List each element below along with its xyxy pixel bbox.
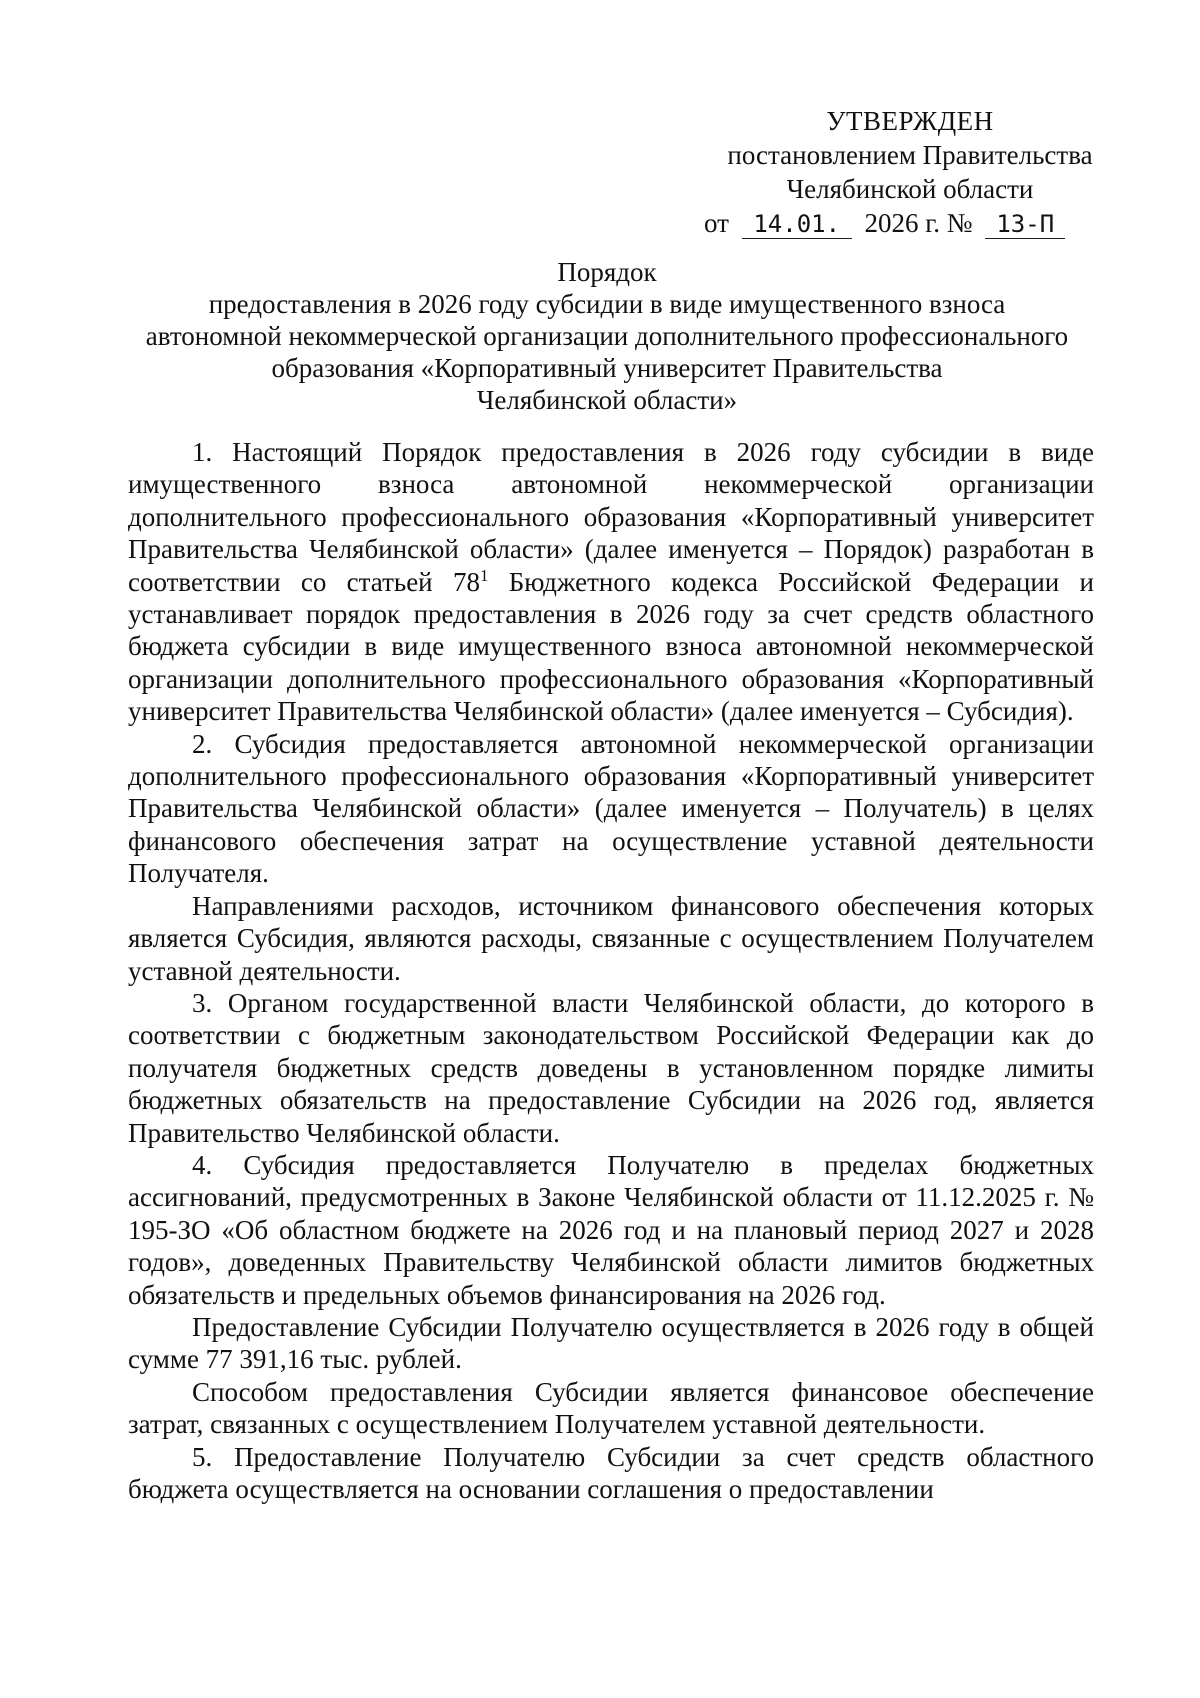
title-heading: Порядок xyxy=(557,257,657,287)
title-line-3: образования «Корпоративный университет Правительства xyxy=(271,353,943,383)
approval-date-line xyxy=(700,206,1120,240)
title-line-2: автономной некоммерческой организации дополнительного профессионального xyxy=(145,321,1069,351)
document-title xyxy=(120,256,1094,416)
title-line-1: предоставления в 2026 году субсидии в виде имущественного взноса xyxy=(208,289,1006,319)
document-body xyxy=(128,436,1094,1505)
decree-number-field: 13-П xyxy=(985,210,1065,239)
approval-line-1: постановлением Правительства xyxy=(727,140,1093,170)
paragraph-1 xyxy=(128,436,1094,728)
paragraph-3: Направлениями расходов, источником финансового обеспечения которых является Субсидия, являются расходы, связанные с осуществлением Получателем уставной деятельности. xyxy=(128,890,1094,986)
paragraph-8: 5. Предоставление Получателю Субсидии за счет средств областного бюджета осуществляется на основании соглашения о предоставлении xyxy=(128,1441,1094,1504)
approval-block xyxy=(700,104,1120,240)
paragraph-4: 3. Органом государственной власти Челябинской области, до которого в соответствии с бюджетным законодательством Российской Федерации как до получателя бюджетных средств доведены в установленном порядке лимиты бюджетных обязательств на предоставление Субсидии на 2026 год, является Правительство Челябинской области. xyxy=(128,987,1094,1148)
article-superscript: 1 xyxy=(479,565,489,585)
paragraph-1-part-a: 1. Настоящий Порядок предоставления в 2026 году субсидии в виде имущественного взноса автономной некоммерческой организации дополнительного профессионального образования «Корпоративный университет Правительства Челябинской области» (далее именуется – Порядок) разработан в соответствии со статьей 78 xyxy=(128,437,1094,597)
title-line-4: Челябинской области» xyxy=(476,385,738,415)
paragraph-6: Предоставление Субсидии Получателю осуществляется в 2026 году в общей сумме 77 391,16 тыс. рублей. xyxy=(128,1311,1094,1375)
decree-date-field: 14.01. xyxy=(742,210,852,239)
paragraph-7: Способом предоставления Субсидии является финансовое обеспечение затрат, связанных с осуществлением Получателем уставной деятельности. xyxy=(128,1376,1094,1440)
paragraph-5: 4. Субсидия предоставляется Получателю в пределах бюджетных ассигнований, предусмотренных в Законе Челябинской области от 11.12.2025 г. № 195-ЗО «Об областном бюджете на 2026 год и на плановый период 2027 и 2028 годов», доведенных Правительству Челябинской области лимитов бюджетных обязательств и предельных объемов финансирования на 2026 год. xyxy=(128,1149,1094,1310)
paragraph-2: 2. Субсидия предоставляется автономной некоммерческой организации дополнительного профессионального образования «Корпоративный университет Правительства Челябинской области» (далее именуется – Получатель) в целях финансового обеспечения затрат на осуществление уставной деятельности Получателя. xyxy=(128,728,1094,889)
date-prefix: от xyxy=(704,208,729,238)
decree-year-text: 2026 г. № xyxy=(864,208,973,238)
approval-title: УТВЕРЖДЕН xyxy=(826,106,994,136)
approval-line-2: Челябинской области xyxy=(786,174,1034,204)
paragraph-1-part-b: Бюджетного кодекса Российской Федерации и устанавливает порядок предоставления в 2026 году за счет средств областного бюджета субсидии в виде имущественного взноса автономной некоммерческой организации дополнительного профессионального образования «Корпоративный университет Правительства Челябинской области» (далее именуется – Субсидия). xyxy=(128,566,1094,727)
